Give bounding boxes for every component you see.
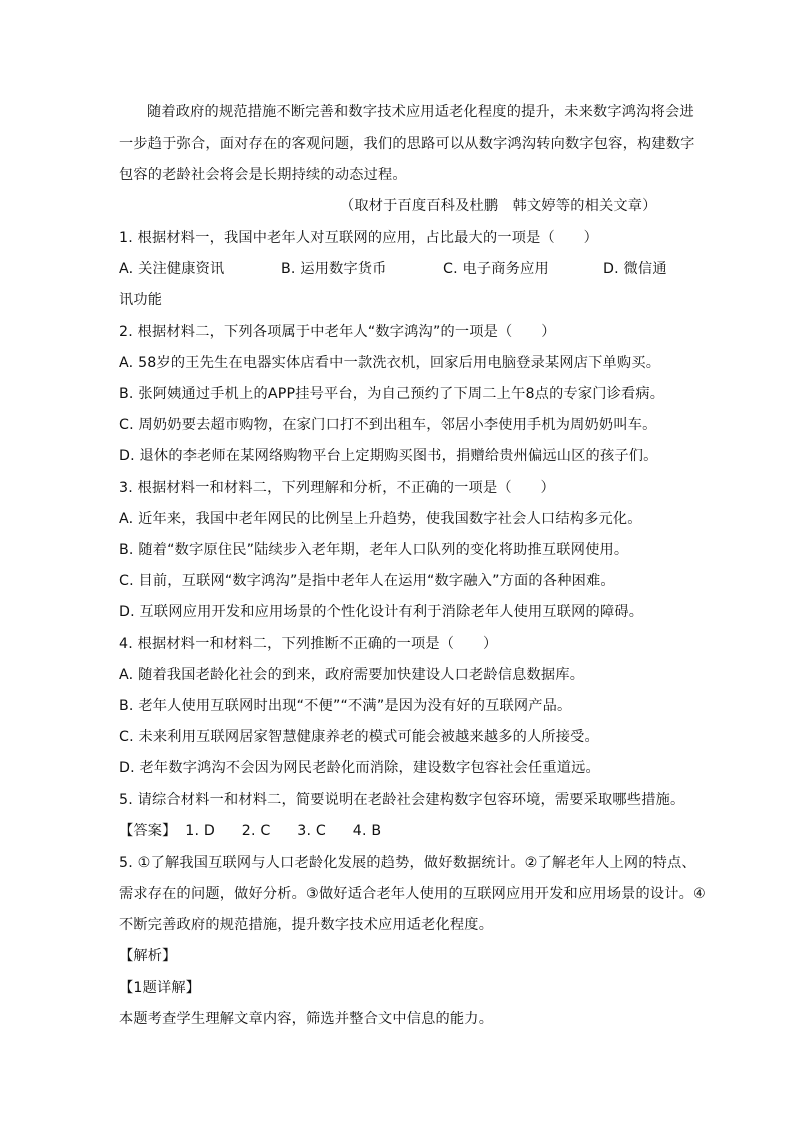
option-b: B. 随着“数字原住民”陆续步入老年期，老年人口队列的变化将助推互联网使用。: [119, 542, 629, 558]
question-3-stem: 3. 根据材料一和材料二，下列理解和分析，不正确的一项是（ ）: [119, 480, 555, 496]
analysis-label: 【解析】: [119, 948, 177, 964]
question-1-options: [119, 259, 679, 279]
option-c: C. 电子商务应用: [443, 261, 549, 277]
option-d-wrap: 讯功能: [119, 292, 163, 308]
option-d: D. 微信通: [603, 261, 667, 277]
question-4-stem: 4. 根据材料一和材料二，下列推断不正确的一项是（ ）: [119, 636, 498, 652]
option-a: A. 关注健康资讯: [119, 261, 225, 277]
question-5-stem: 5. 请综合材料一和材料二，简要说明在老龄社会建构数字包容环境，需要采取哪些措施。: [119, 792, 685, 808]
answer-item: 2. C: [241, 823, 271, 839]
option-b: B. 运用数字货币: [281, 261, 387, 277]
option-c: C. 目前，互联网“数字鸿沟”是指中老年人在运用“数字融入”方面的各种困难。: [119, 573, 615, 589]
passage-line: 包容的老龄社会将会是长期持续的动态过程。: [119, 167, 407, 183]
passage-source: （取材于百度百科及杜鹏 韩文婷等的相关文章）: [340, 198, 657, 214]
option-d: D. 老年数字鸿沟不会因为网民老龄化而消除，建设数字包容社会任重道远。: [119, 760, 600, 776]
passage-line: 一步趋于弥合，面对存在的客观问题，我们的思路可以从数字鸿沟转向数字包容，构建数字: [119, 136, 695, 152]
detail-heading: 【1题详解】: [119, 980, 201, 996]
option-a: A. 58岁的王先生在电器实体店看中一款洗衣机，回家后用电脑登录某网店下单购买。: [119, 355, 661, 371]
answer-item: 4. B: [352, 823, 382, 839]
option-a: A. 随着我国老龄化社会的到来，政府需要加快建设人口老龄信息数据库。: [119, 667, 585, 683]
option-b: B. 张阿姨通过手机上的APP挂号平台，为自己预约了下周二上午8点的专家门诊看病。: [119, 386, 665, 402]
option-d: D. 退休的李老师在某网络购物平台上定期购买图书，捐赠给贵州偏远山区的孩子们。: [119, 448, 658, 464]
option-b: B. 老年人使用互联网时出现“不便”“不满”是因为没有好的互联网产品。: [119, 698, 572, 714]
detail-text: 本题考查学生理解文章内容，筛选并整合文中信息的能力。: [119, 1011, 494, 1027]
answer-item: 3. C: [297, 823, 327, 839]
option-c: C. 周奶奶要去超市购物，在家门口打不到出租车，邻居小李使用手机为周奶奶叫车。: [119, 417, 657, 433]
option-a: A. 近年来，我国中老年网民的比例呈上升趋势，使我国数字社会人口结构多元化。: [119, 511, 642, 527]
question-1-stem: 1. 根据材料一，我国中老年人对互联网的应用，占比最大的一项是（ ）: [119, 230, 599, 246]
option-d: D. 互联网应用开发和应用场景的个性化设计有利于消除老年人使用互联网的障碍。: [119, 604, 644, 620]
option-c: C. 未来利用互联网居家智慧健康养老的模式可能会被越来越多的人所接受。: [119, 729, 599, 745]
answer-5-line: 需求存在的问题，做好分析。③做好适合老年人使用的互联网应用开发和应用场景的设计。④: [119, 886, 706, 902]
answer-5-line: 5. ①了解我国互联网与人口老龄化发展的趋势，做好数据统计。②了解老年人上网的特点、: [119, 855, 696, 871]
passage-line: 随着政府的规范措施不断完善和数字技术应用适老化程度的提升，未来数字鸿沟将会进: [147, 104, 694, 120]
answer-5-line: 不断完善政府的规范措施，提升数字技术应用适老化程度。: [119, 917, 494, 933]
question-2-stem: 2. 根据材料二，下列各项属于中老年人“数字鸿沟”的一项是（ ）: [119, 324, 556, 340]
answer-item: 1. D: [185, 823, 216, 839]
answer-line: [119, 821, 679, 841]
answer-label: 【答案】: [119, 823, 177, 839]
